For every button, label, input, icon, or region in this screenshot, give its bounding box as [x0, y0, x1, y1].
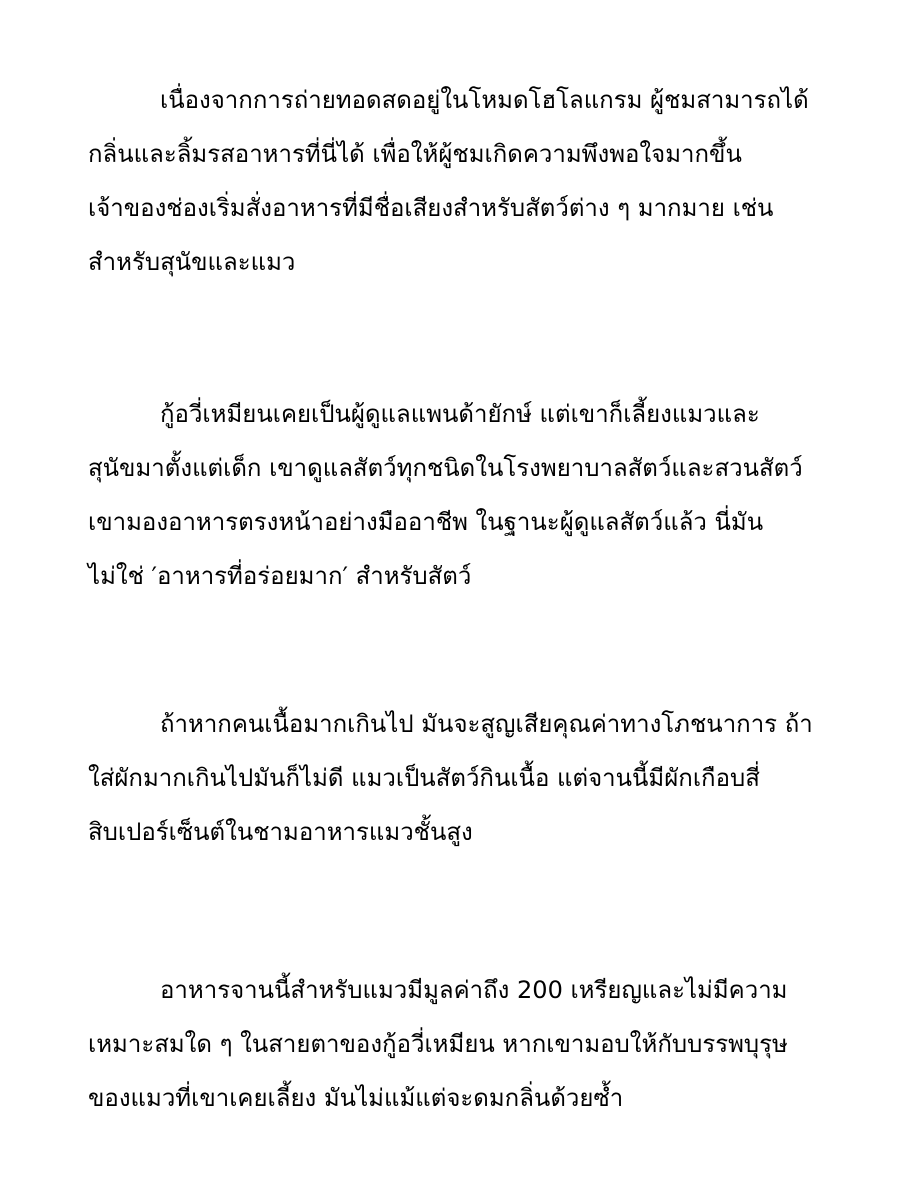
paragraph-line: เขามองอาหารตรงหน้าอย่างมืออาชีพ ในฐานะผู้ดูแลสัตว์แล้ว นี่มัน [88, 508, 764, 536]
paragraph-line: สำหรับสุนัขและแมว [88, 248, 296, 276]
paragraph-line: เหมาะสมใด ๆ ในสายตาของกู้อวี่เหมียน หากเขามอบให้กับบรรพบุรุษ [88, 1030, 788, 1058]
paragraph-line: ถ้าหากคนเนื้อมากเกินไป มันจะสูญเสียคุณค่าทางโภชนาการ ถ้า [160, 710, 813, 738]
paragraph-line: ใส่ผักมากเกินไปมันก็ไม่ดี แมวเป็นสัตว์กินเนื้อ แต่จานนี้มีผักเกือบสี่ [88, 764, 760, 792]
paragraph-1 [88, 73, 828, 289]
paragraph-line: ไม่ใช่ ′อาหารที่อร่อยมาก′ สำหรับสัตว์ [88, 562, 472, 590]
paragraph-line: อาหารจานนี้สำหรับแมวมีมูลค่าถึง 200 เหรียญและไม่มีความ [160, 976, 788, 1004]
paragraph-line: เนื่องจากการถ่ายทอดสดอยู่ในโหมดโฮโลแกรม ผู้ชมสามารถได้ [160, 86, 809, 114]
paragraph-line: กลิ่นและลิ้มรสอาหารที่นี่ได้ เพื่อให้ผู้ชมเกิดความพึงพอใจมากขึ้น [88, 140, 742, 168]
paragraph-line: ของแมวที่เขาเคยเลี้ยง มันไม่แม้แต่จะดมกลิ่นด้วยซ้ำ [88, 1084, 624, 1112]
paragraph-3 [88, 697, 828, 859]
paragraph-line: สิบเปอร์เซ็นต์ในชามอาหารแมวชั้นสูง [88, 818, 473, 846]
paragraph-line: กู้อวี่เหมียนเคยเป็นผู้ดูแลแพนด้ายักษ์ แต่เขาก็เลี้ยงแมวและ [160, 400, 760, 428]
paragraph-line: เจ้าของช่องเริ่มสั่งอาหารที่มีชื่อเสียงสำหรับสัตว์ต่าง ๆ มากมาย เช่น [88, 194, 774, 222]
paragraph-2 [88, 387, 828, 603]
paragraph-line: สุนัขมาตั้งแต่เด็ก เขาดูแลสัตว์ทุกชนิดในโรงพยาบาลสัตว์และสวนสัตว์ [88, 454, 803, 482]
paragraph-4 [88, 963, 828, 1125]
